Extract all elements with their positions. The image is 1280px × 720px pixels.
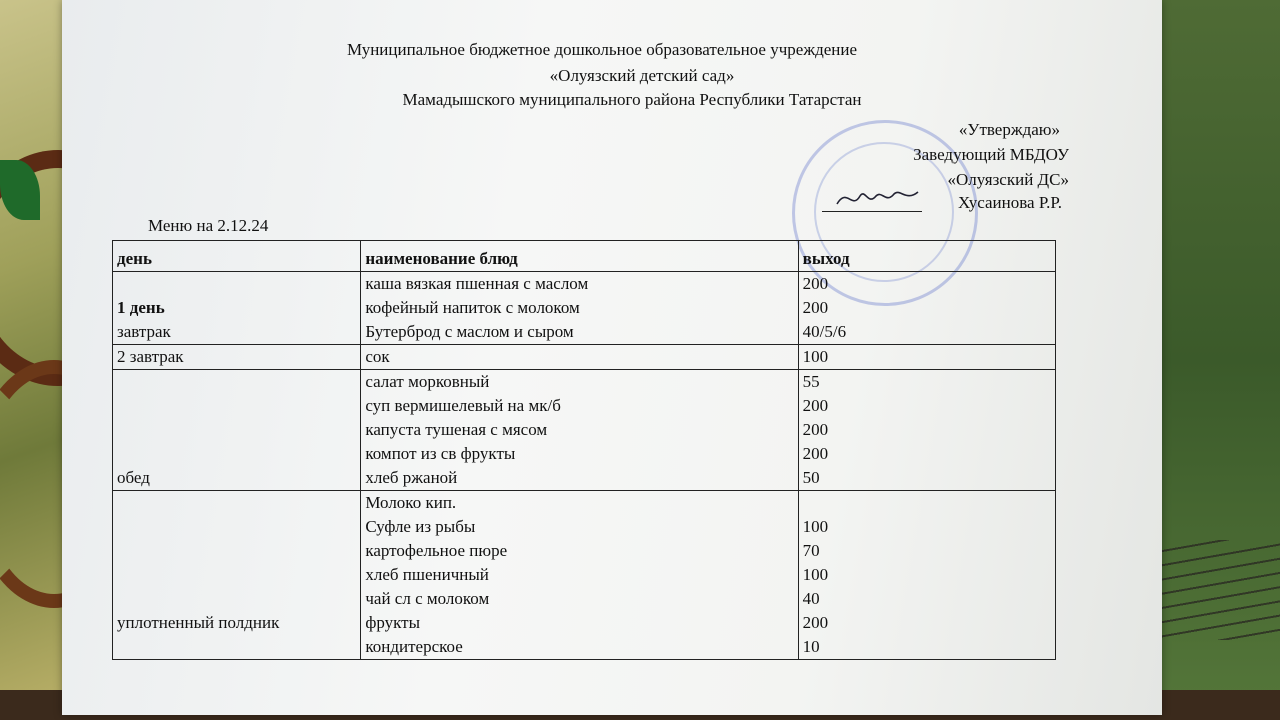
header-institution: Муниципальное бюджетное дошкольное образовательное учреждение <box>347 40 857 59</box>
output-cell: 55 200 200 200 50 <box>798 370 1055 491</box>
menu-table <box>112 240 1056 660</box>
day-cell: 2 завтрак <box>113 345 361 370</box>
output-cell: 200 200 40/5/6 <box>798 272 1055 345</box>
menu-date: Меню на 2.12.24 <box>148 216 269 235</box>
column-header-day: день <box>113 241 361 272</box>
table-row <box>113 345 1056 370</box>
output-cell: 100 <box>798 345 1055 370</box>
dish-cell: каша вязкая пшенная с маслом кофейный напиток с молоком Бутерброд с маслом и сыром <box>361 272 798 345</box>
column-header-dish: наименование блюд <box>361 241 798 272</box>
output-cell: 100 70 100 40 200 10 <box>798 491 1055 660</box>
background-lines <box>1150 540 1280 640</box>
table-row <box>113 272 1056 345</box>
day-cell: уплотненный полдник <box>113 491 361 660</box>
column-header-output: выход <box>798 241 1055 272</box>
dish-cell: Молоко кип. Суфле из рыбы картофельное пюре хлеб пшеничный чай сл с молоком фрукты кондитерское <box>361 491 798 660</box>
day-cell: 1 день завтрак <box>113 272 361 345</box>
signature-mark <box>832 182 922 212</box>
approval-org: «Олуязский ДС» <box>947 170 1069 189</box>
dish-cell: салат морковный суп вермишелевый на мк/б капуста тушеная с мясом компот из св фрукты хлеб ржаной <box>361 370 798 491</box>
header-district: Мамадышского муниципального района Республики Татарстан <box>402 90 862 109</box>
approval-name: Хусаинова Р.Р. <box>957 193 1062 212</box>
approval-title: «Утверждаю» <box>958 120 1060 139</box>
header-kindergarten: «Олуязский детский сад» <box>549 66 735 85</box>
approval-position: Заведующий МБДОУ <box>913 145 1069 164</box>
table-row <box>113 491 1056 660</box>
table-header-row <box>113 241 1056 272</box>
dish-cell: сок <box>361 345 798 370</box>
table-row <box>113 370 1056 491</box>
signature-line <box>822 211 922 212</box>
day-cell: обед <box>113 370 361 491</box>
document-page <box>62 0 1162 715</box>
